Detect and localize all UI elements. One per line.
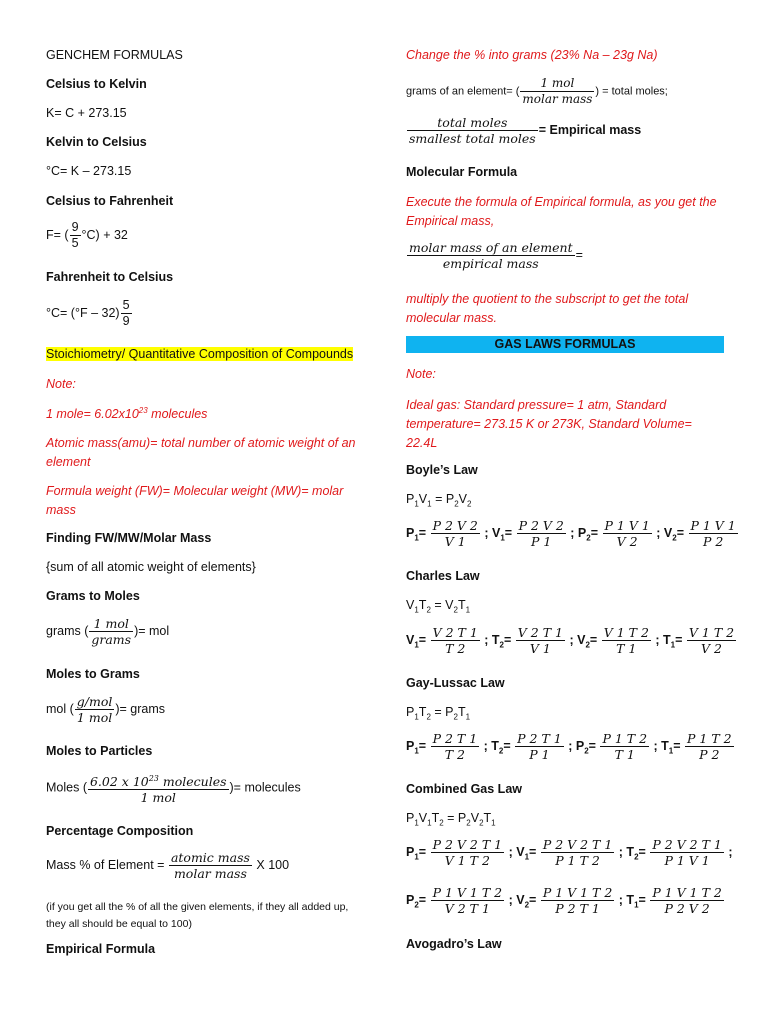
equation-boyles-law: $P_1V_1 = P_2V_2$ [406, 492, 472, 509]
mole-def-b: molecules [147, 407, 208, 422]
formula-grams-of-element [406, 76, 668, 107]
formula-molecular-mass [406, 240, 583, 271]
heading-charles-law: Charles Law [406, 569, 480, 583]
denominator: grams [91, 632, 132, 647]
formula-prefix: mol ( [46, 701, 74, 716]
formula-prefix: F= ( [46, 227, 69, 242]
combined-terms-row-1: $P_1=$ $\frac{P 2 V 2 T 1}{V 1 T 2}$ ; $V_1=$ $\frac{P 2 V 2 T 1}{P 1 T 2}$ ; $T_2=$ $\frac{P 2 V 2 T 1}{P 1 V 1}$ ; [406, 837, 733, 868]
fraction [89, 616, 133, 647]
heading-avogadros-law: Avogadro’s Law [406, 937, 502, 951]
ideal-gas-note: Ideal gas: Standard pressure= 1 atm, Standard temperature= 273.15 K or 273K, Standard Volume= 22.4L [406, 398, 692, 450]
fraction [431, 625, 480, 656]
denominator: smallest total moles [409, 131, 536, 146]
fraction [431, 885, 505, 916]
fw-text: {sum of all atomic weight of elements} [46, 560, 256, 574]
formula-celsius-to-kelvin: K= C + 273.15 [46, 106, 127, 120]
heading-celsius-to-kelvin: Celsius to Kelvin [46, 77, 147, 91]
formula-suffix: °C) + 32 [81, 227, 128, 242]
equation-gay-lussac-law: $P_1T_2 = P_2T_1$ [406, 705, 471, 722]
mole-def-a: 1 mole= 6.02x10 [46, 407, 139, 422]
fraction [687, 625, 736, 656]
fraction [603, 518, 652, 549]
fraction [515, 731, 564, 762]
heading-gas-laws: GAS LAWS FORMULAS [406, 336, 724, 353]
formula-suffix: )= molecules [229, 780, 301, 795]
formula-percentage-composition [46, 850, 289, 881]
denominator: P 1 [529, 747, 550, 762]
numerator: V 1 T 2 [688, 625, 735, 640]
numerator: P 1 V 1 [690, 518, 736, 533]
heading-finding-fw: Finding FW/MW/Molar Mass [46, 531, 212, 545]
numerator-a: 6.02 x 10 [89, 774, 149, 790]
denominator: V 1 [529, 641, 551, 656]
fraction [516, 625, 565, 656]
fraction [88, 771, 229, 805]
numerator: P 2 V 2 T 1 [432, 837, 503, 852]
numerator: P 2 T 1 [517, 731, 562, 746]
denominator: V 1 T 2 [444, 853, 490, 868]
numerator: molar mass of an element [409, 240, 573, 255]
denominator: 1 mol [140, 790, 176, 806]
heading-moles-to-particles: Moles to Particles [46, 744, 153, 758]
numerator: V 1 T 2 [603, 625, 649, 640]
numerator: P 1 V 1 [604, 518, 650, 533]
formula-fahrenheit-to-celsius [46, 298, 133, 329]
numerator: V 2 T 1 [517, 625, 563, 640]
numerator: P 1 V 1 T 2 [652, 885, 722, 900]
heading-gay-lussac-law: Gay-Lussac Law [406, 676, 505, 690]
denominator: P 1 T 2 [555, 853, 600, 868]
numerator [88, 771, 229, 790]
numerator: P 2 V 2 T 1 [652, 837, 722, 852]
numerator: 5 [122, 298, 130, 312]
numerator: P 1 V 1 T 2 [542, 885, 613, 900]
formula-moles-to-grams [46, 694, 165, 725]
document-title: GENCHEM FORMULAS [46, 48, 183, 62]
percentage-note: (if you get all the % of all the given elements, if they all added up, they all should be equal to 100) [46, 901, 349, 930]
fraction [520, 76, 594, 107]
denominator: 1 mol [76, 710, 113, 725]
fraction [407, 115, 538, 146]
fraction [70, 220, 81, 251]
gas-note-label: Note: [406, 367, 436, 381]
numerator: P 1 V 1 T 2 [432, 885, 503, 900]
heading-boyles-law: Boyle’s Law [406, 463, 478, 477]
heading-grams-to-moles: Grams to Moles [46, 589, 140, 603]
numerator: 1 mol [89, 616, 133, 632]
numerator: P 1 T 2 [602, 731, 648, 746]
change-percent-note: Change the % into grams (23% Na – 23g Na) [406, 48, 658, 62]
molecular-formula-note: Execute the formula of Empirical formula, as you get the Empirical mass, [406, 195, 717, 228]
mole-def-exp: 23 [138, 406, 148, 415]
numerator: g/mol [76, 694, 113, 709]
denominator: P 2 [699, 747, 720, 762]
atomic-mass-definition: Atomic mass(amu)= total number of atomic weight of an element [46, 436, 356, 469]
section-stoichiometry [46, 347, 353, 361]
heading-kelvin-to-celsius: Kelvin to Celsius [46, 135, 147, 149]
formula-suffix: = Empirical mass [538, 122, 642, 137]
denominator: V 2 [701, 641, 722, 656]
gay-lussac-terms: $P_1=$ $\frac{P 2 T 1}{T 2}$ ; $T_2=$ $\frac{P 2 T 1}{P 1}$ ; $P_2=$ $\frac{P 1 T 2}{T 1}$ ; $T_1=$ $\frac{P 1 T 2}{P 2}$ [406, 731, 732, 762]
denominator: P 1 V 1 [664, 853, 710, 868]
fraction [407, 240, 575, 271]
denominator: P 2 [702, 534, 724, 549]
term-p1: $P_1=$ $\frac{P 2 V 2}{V 1}$ [406, 518, 478, 549]
heading-stoichiometry: Stoichiometry/ Quantitative Composition of Compounds [46, 347, 354, 361]
numerator: P 2 V 2 T 1 [542, 837, 613, 852]
formula-suffix: )= mol [134, 623, 170, 638]
denominator: T 1 [614, 747, 635, 762]
heading-percentage-composition: Percentage Composition [46, 824, 194, 838]
fraction [685, 731, 734, 762]
formula-prefix: grams of an element= ( [406, 85, 520, 98]
denominator: T 2 [444, 747, 466, 762]
charles-terms: $V_1=$ $\frac{V 2 T 1}{T 2}$ ; $T_2=$ $\frac{V 2 T 1}{V 1}$ ; $V_2=$ $\frac{V 1 T 2}{T 1}$ ; $T_1=$ $\frac{V 1 T 2}{V 2}$ [406, 625, 735, 656]
heading-molecular-formula: Molecular Formula [406, 165, 518, 179]
heading-moles-to-grams: Moles to Grams [46, 667, 140, 681]
denominator: empirical mass [442, 256, 539, 271]
formula-kelvin-to-celsius: °C= K – 273.15 [46, 164, 132, 178]
denominator: V 2 [616, 534, 638, 549]
denominator: T 2 [445, 641, 466, 656]
denominator: 5 [71, 236, 79, 250]
denominator: V 1 [444, 534, 466, 549]
formula-empirical-mass [406, 115, 641, 146]
formula-weight-definition: Formula weight (FW)= Molecular weight (MW)= molar mass [46, 484, 344, 517]
numerator: 9 [71, 220, 79, 234]
stoich-note-label: Note: [46, 377, 76, 391]
numerator: P 2 V 2 [518, 518, 564, 533]
denominator: molar mass [522, 92, 593, 106]
formula-grams-to-moles [46, 616, 169, 647]
numerator: P 1 T 2 [687, 731, 732, 746]
fraction [431, 837, 505, 868]
fraction [517, 518, 566, 549]
formula-suffix: ) = total moles; [595, 85, 668, 98]
combined-terms-row-2: $P_2=$ $\frac{P 1 V 1 T 2}{V 2 T 1}$ ; $V_2=$ $\frac{P 1 V 1 T 2}{P 2 T 1}$ ; $T_1=$ $\frac{P 1 V 1 T 2}{P 2 V 2}$ [406, 885, 722, 916]
fraction [541, 885, 615, 916]
formula-suffix: X 100 [256, 857, 290, 872]
numerator: 1 mol [520, 76, 594, 92]
fraction [121, 298, 132, 329]
molecular-formula-note-2: multiply the quotient to the subscript to get the total molecular mass. [406, 292, 689, 325]
denominator: T 1 [616, 641, 637, 656]
numerator: total moles [407, 115, 538, 131]
denominator: P 2 T 1 [555, 901, 600, 916]
formula-suffix: = [575, 247, 583, 262]
mole-definition [46, 406, 207, 421]
fraction [650, 885, 724, 916]
equation-combined-gas-law: $P_1V_1T_2 = P_2V_2T_1$ [406, 811, 496, 828]
formula-prefix: °C= (°F – 32) [46, 305, 120, 320]
heading-fahrenheit-to-celsius: Fahrenheit to Celsius [46, 270, 174, 284]
denominator: molar mass [173, 866, 247, 881]
numerator: P 2 T 1 [432, 731, 478, 746]
formula-prefix: Mass % of Element = [46, 857, 165, 872]
denominator: V 2 T 1 [444, 901, 490, 916]
fraction [169, 850, 252, 881]
fraction [650, 837, 724, 868]
equation-charles-law: $V_1T_2 = V_2T_1$ [406, 598, 471, 615]
formula-celsius-to-fahrenheit [46, 220, 128, 251]
heading-empirical-formula: Empirical Formula [46, 942, 156, 956]
formula-moles-to-particles [46, 771, 301, 805]
denominator: P 1 [531, 534, 552, 549]
boyle-terms: $P_1=$ $\frac{P 2 V 2}{V 1}$ ; $V_1=$ $\frac{P 2 V 2}{P 1}$ ; $P_2=$ $\frac{P 1 V 1}{V 2}$ ; $V_2=$ $\frac{P 1 V 1}{P 2}$ [406, 518, 736, 549]
fraction [431, 518, 480, 549]
numerator: atomic mass [170, 850, 250, 865]
heading-combined-gas-law: Combined Gas Law [406, 782, 522, 796]
heading-celsius-to-fahrenheit: Celsius to Fahrenheit [46, 194, 174, 208]
numerator: V 2 T 1 [432, 625, 478, 640]
fraction [600, 731, 649, 762]
formula-prefix: Moles ( [46, 780, 87, 795]
numerator-b: molecules [158, 774, 227, 790]
numerator: P 2 V 2 [432, 518, 478, 533]
fraction [602, 625, 651, 656]
fraction [689, 518, 738, 549]
fraction [541, 837, 615, 868]
numerator-exp: 23 [148, 774, 159, 783]
denominator: 9 [122, 314, 130, 328]
fraction [431, 731, 480, 762]
denominator: P 2 V 2 [664, 901, 710, 916]
formula-suffix: )= grams [115, 701, 166, 716]
fraction [75, 694, 115, 725]
formula-prefix: grams ( [46, 623, 89, 638]
